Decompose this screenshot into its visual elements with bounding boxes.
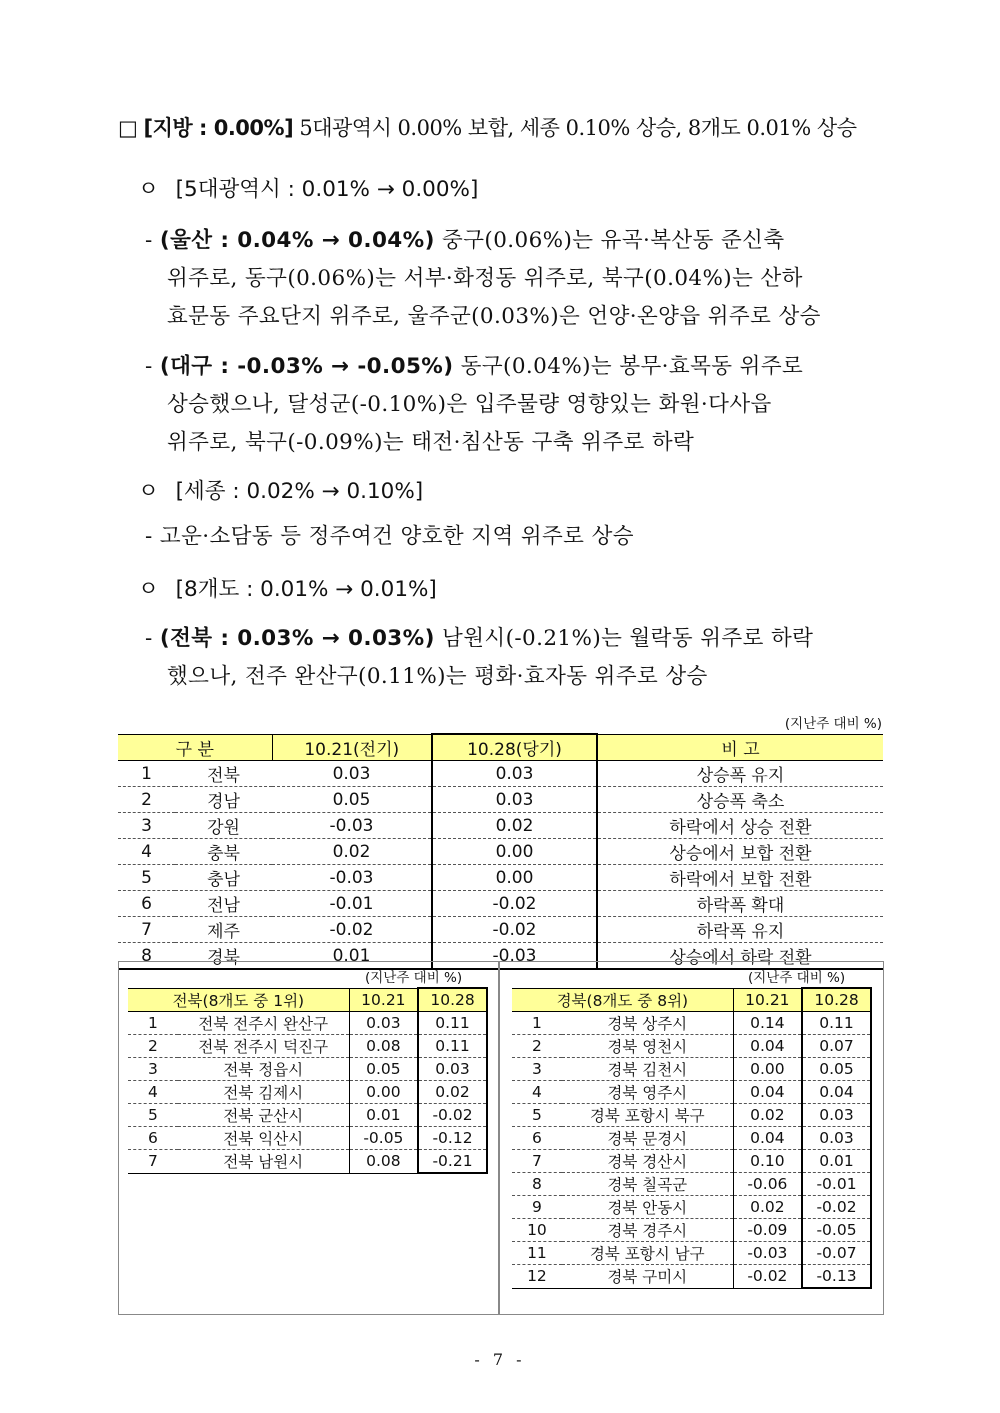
table-cell: 0.02 xyxy=(733,1196,802,1219)
col-header-category: 구 분 xyxy=(118,734,272,761)
table-cell: 0.03 xyxy=(802,1104,871,1127)
table-cell: 전남 xyxy=(175,891,272,917)
jeonbuk-table-note: (지난주 대비 %) xyxy=(365,970,463,986)
table-header-row xyxy=(512,988,871,1012)
table-cell: 0.04 xyxy=(733,1035,802,1058)
table-cell: 3 xyxy=(128,1058,178,1081)
table-cell: 6 xyxy=(118,891,175,917)
table-cell: 경북 구미시 xyxy=(562,1265,733,1289)
table-cell: 2 xyxy=(128,1035,178,1058)
table-cell: 전북 전주시 완산구 xyxy=(178,1012,349,1035)
col-header-region: 경북(8개도 중 8위) xyxy=(512,988,733,1012)
page-number: - 7 - xyxy=(474,1350,526,1369)
table-cell: -0.02 xyxy=(733,1265,802,1289)
daegu-line2: 상승했으나, 달성군(-0.10%)은 입주물량 영향있는 화원·다사읍 xyxy=(167,392,772,417)
table-cell: 0.00 xyxy=(349,1081,418,1104)
table-cell: 0.07 xyxy=(802,1035,871,1058)
table-row xyxy=(118,839,883,865)
table-cell: 11 xyxy=(512,1242,562,1265)
table-cell: -0.06 xyxy=(733,1173,802,1196)
table-row xyxy=(128,1035,487,1058)
table-row xyxy=(118,813,883,839)
provinces-heading xyxy=(138,572,908,603)
table-cell: -0.05 xyxy=(349,1127,418,1150)
sejong-heading xyxy=(138,474,908,505)
sejong-title: [세종 : 0.02% → 0.10%] xyxy=(175,479,424,504)
table-cell: 충북 xyxy=(175,839,272,865)
col-header-region: 전북(8개도 중 1위) xyxy=(128,988,349,1012)
heading-label: [지방 : 0.00%] xyxy=(143,116,294,140)
table-cell: -0.03 xyxy=(272,865,432,891)
table-cell: -0.12 xyxy=(418,1127,487,1150)
table-row xyxy=(512,1058,871,1081)
table-cell: -0.02 xyxy=(802,1196,871,1219)
table-cell: 0.03 xyxy=(272,761,432,787)
jeonbuk-line2: 했으나, 전주 완산구(0.11%)는 평화·효자동 위주로 상승 xyxy=(167,664,708,689)
bullet-icon: ㅇ xyxy=(138,577,159,602)
table-row xyxy=(512,1242,871,1265)
col-header-current: 10.28 xyxy=(418,988,487,1012)
table-cell: 전북 익산시 xyxy=(178,1127,349,1150)
table-cell: -0.03 xyxy=(272,813,432,839)
table-cell: 하락에서 상승 전환 xyxy=(597,813,883,839)
ulsan-paragraph xyxy=(145,222,915,336)
table-cell: 경남 xyxy=(175,787,272,813)
table-cell: -0.07 xyxy=(802,1242,871,1265)
table-cell: 0.03 xyxy=(418,1058,487,1081)
ulsan-line1: 중구(0.06%)는 유곡·복산동 준신축 xyxy=(434,228,785,253)
table-cell: -0.03 xyxy=(432,943,597,970)
jeonbuk-paragraph xyxy=(145,620,915,696)
table-cell: 0.11 xyxy=(418,1012,487,1035)
provinces-title: [8개도 : 0.01% → 0.01%] xyxy=(175,577,437,602)
table-cell: 경북 김천시 xyxy=(562,1058,733,1081)
table-cell: 0.14 xyxy=(733,1012,802,1035)
table-row xyxy=(118,761,883,787)
table-cell: 8 xyxy=(118,943,175,970)
jeonbuk-table xyxy=(128,987,488,1174)
col-header-current: 10.28(당기) xyxy=(432,734,597,761)
table-cell: 4 xyxy=(512,1081,562,1104)
dash-marker: - xyxy=(145,228,153,253)
table-cell: 5 xyxy=(118,865,175,891)
table-cell: 0.01 xyxy=(802,1150,871,1173)
table-row xyxy=(118,891,883,917)
table-cell: -0.05 xyxy=(802,1219,871,1242)
table-cell: -0.02 xyxy=(418,1104,487,1127)
col-header-remark: 비 고 xyxy=(597,734,883,761)
sejong-paragraph xyxy=(145,518,915,556)
table-row xyxy=(118,865,883,891)
table-row xyxy=(128,1104,487,1127)
jeonbuk-line1: 남원시(-0.21%)는 월락동 위주로 하락 xyxy=(434,626,814,651)
daegu-paragraph xyxy=(145,348,915,462)
table-row xyxy=(128,1127,487,1150)
table-cell: 0.10 xyxy=(733,1150,802,1173)
table-row xyxy=(512,1219,871,1242)
table-cell: 경북 상주시 xyxy=(562,1012,733,1035)
gyeongbuk-table-note: (지난주 대비 %) xyxy=(748,970,846,986)
table-cell: 강원 xyxy=(175,813,272,839)
table-cell: 3 xyxy=(118,813,175,839)
table-cell: 하락에서 보합 전환 xyxy=(597,865,883,891)
table-cell: 0.11 xyxy=(418,1035,487,1058)
province-table xyxy=(118,733,883,970)
table-cell: 0.00 xyxy=(432,865,597,891)
table-row xyxy=(512,1196,871,1219)
table-cell: -0.03 xyxy=(733,1242,802,1265)
table-row xyxy=(128,1058,487,1081)
section-heading xyxy=(118,112,888,142)
table-cell: 전북 김제시 xyxy=(178,1081,349,1104)
table-cell: 경북 안동시 xyxy=(562,1196,733,1219)
table-cell: 전북 xyxy=(175,761,272,787)
main-table-note: (지난주 대비 %) xyxy=(784,716,882,732)
table-cell: 경북 xyxy=(175,943,272,970)
table-row xyxy=(512,1150,871,1173)
table-cell: 1 xyxy=(128,1012,178,1035)
table-cell: 경북 문경시 xyxy=(562,1127,733,1150)
table-row xyxy=(118,917,883,943)
table-cell: 6 xyxy=(512,1127,562,1150)
table-cell: 0.03 xyxy=(432,761,597,787)
table-cell: 0.01 xyxy=(349,1104,418,1127)
table-cell: 0.04 xyxy=(802,1081,871,1104)
dash-marker: - xyxy=(145,626,153,651)
table-cell: 10 xyxy=(512,1219,562,1242)
table-cell: 0.04 xyxy=(733,1081,802,1104)
table-cell: 경북 포항시 북구 xyxy=(562,1104,733,1127)
table-cell: 9 xyxy=(512,1196,562,1219)
ulsan-label: (울산 : 0.04% → 0.04%) xyxy=(159,228,435,253)
table-row xyxy=(512,1012,871,1035)
table-cell: 경북 경주시 xyxy=(562,1219,733,1242)
table-cell: 전북 군산시 xyxy=(178,1104,349,1127)
table-cell: 충남 xyxy=(175,865,272,891)
table-cell: 경북 영주시 xyxy=(562,1081,733,1104)
table-cell: 경북 경산시 xyxy=(562,1150,733,1173)
daegu-line1: 동구(0.04%)는 봉무·효목동 위주로 xyxy=(453,354,804,379)
metro-title: [5대광역시 : 0.01% → 0.00%] xyxy=(175,177,479,202)
table-cell: 하락폭 확대 xyxy=(597,891,883,917)
table-cell: 0.00 xyxy=(432,839,597,865)
table-cell: -0.02 xyxy=(432,891,597,917)
jeonbuk-label: (전북 : 0.03% → 0.03%) xyxy=(159,626,435,651)
heading-text: 5대광역시 0.00% 보합, 세종 0.10% 상승, 8개도 0.01% 상승 xyxy=(293,116,857,140)
table-cell: -0.02 xyxy=(272,917,432,943)
table-cell: 상승에서 하락 전환 xyxy=(597,943,883,970)
table-row xyxy=(512,1173,871,1196)
ulsan-line2: 위주로, 동구(0.06%)는 서부·화정동 위주로, 북구(0.04%)는 산하 xyxy=(167,266,803,291)
table-cell: 0.11 xyxy=(802,1012,871,1035)
gyeongbuk-table xyxy=(512,987,872,1289)
table-cell: 경북 칠곡군 xyxy=(562,1173,733,1196)
table-row xyxy=(128,1081,487,1104)
table-cell: 7 xyxy=(118,917,175,943)
checkbox-glyph: □ xyxy=(118,116,138,140)
table-cell: 0.01 xyxy=(272,943,432,970)
table-cell: 0.08 xyxy=(349,1150,418,1174)
table-cell: 4 xyxy=(128,1081,178,1104)
table-cell: 2 xyxy=(512,1035,562,1058)
table-cell: 제주 xyxy=(175,917,272,943)
table-cell: -0.21 xyxy=(418,1150,487,1174)
table-row xyxy=(512,1035,871,1058)
table-cell: 전북 남원시 xyxy=(178,1150,349,1174)
table-cell: 4 xyxy=(118,839,175,865)
bullet-icon: ㅇ xyxy=(138,177,159,202)
table-cell: 상승폭 유지 xyxy=(597,761,883,787)
table-cell: 5 xyxy=(128,1104,178,1127)
table-cell: 0.08 xyxy=(349,1035,418,1058)
col-header-prev: 10.21(전기) xyxy=(272,734,432,761)
table-cell: 1 xyxy=(512,1012,562,1035)
table-cell: -0.02 xyxy=(432,917,597,943)
table-cell: 0.04 xyxy=(733,1127,802,1150)
table-cell: 경북 영천시 xyxy=(562,1035,733,1058)
table-cell: 전북 전주시 덕진구 xyxy=(178,1035,349,1058)
table-cell: 경북 포항시 남구 xyxy=(562,1242,733,1265)
table-cell: 전북 정읍시 xyxy=(178,1058,349,1081)
table-cell: 12 xyxy=(512,1265,562,1289)
ulsan-line3: 효문동 주요단지 위주로, 울주군(0.03%)은 언양·온양읍 위주로 상승 xyxy=(167,304,821,329)
table-cell: 1 xyxy=(118,761,175,787)
table-cell: 3 xyxy=(512,1058,562,1081)
table-cell: 0.03 xyxy=(802,1127,871,1150)
table-cell: 6 xyxy=(128,1127,178,1150)
table-cell: 7 xyxy=(512,1150,562,1173)
table-cell: 0.02 xyxy=(733,1104,802,1127)
table-cell: -0.13 xyxy=(802,1265,871,1289)
table-row xyxy=(118,787,883,813)
table-cell: -0.09 xyxy=(733,1219,802,1242)
table-cell: 7 xyxy=(128,1150,178,1174)
table-row xyxy=(512,1265,871,1289)
table-cell: 0.05 xyxy=(272,787,432,813)
table-cell: 0.03 xyxy=(432,787,597,813)
table-cell: 상승에서 보합 전환 xyxy=(597,839,883,865)
table-cell: 하락폭 유지 xyxy=(597,917,883,943)
table-cell: 0.03 xyxy=(349,1012,418,1035)
table-cell: 0.02 xyxy=(272,839,432,865)
col-header-prev: 10.21 xyxy=(349,988,418,1012)
table-cell: 8 xyxy=(512,1173,562,1196)
table-header-row xyxy=(128,988,487,1012)
table-cell: 0.00 xyxy=(733,1058,802,1081)
table-row xyxy=(128,1150,487,1174)
table-cell: 0.05 xyxy=(802,1058,871,1081)
table-cell: 0.05 xyxy=(349,1058,418,1081)
table-cell: 상승폭 축소 xyxy=(597,787,883,813)
table-cell: 0.02 xyxy=(432,813,597,839)
bullet-icon: ㅇ xyxy=(138,479,159,504)
dash-marker: - xyxy=(145,524,153,549)
table-header-row xyxy=(118,734,883,761)
table-cell: 0.02 xyxy=(418,1081,487,1104)
table-row xyxy=(128,1012,487,1035)
daegu-label: (대구 : -0.03% → -0.05%) xyxy=(159,354,454,379)
table-cell: 2 xyxy=(118,787,175,813)
table-row xyxy=(512,1081,871,1104)
metro-heading xyxy=(138,172,908,203)
daegu-line3: 위주로, 북구(-0.09%)는 태전·침산동 구축 위주로 하락 xyxy=(167,430,695,455)
table-cell: -0.01 xyxy=(802,1173,871,1196)
table-cell: -0.01 xyxy=(272,891,432,917)
dash-marker: - xyxy=(145,354,153,379)
table-row xyxy=(512,1127,871,1150)
col-header-current: 10.28 xyxy=(802,988,871,1012)
col-header-prev: 10.21 xyxy=(733,988,802,1012)
table-row xyxy=(512,1104,871,1127)
sejong-text: 고운·소담동 등 정주여건 양호한 지역 위주로 상승 xyxy=(159,524,634,549)
table-cell: 5 xyxy=(512,1104,562,1127)
